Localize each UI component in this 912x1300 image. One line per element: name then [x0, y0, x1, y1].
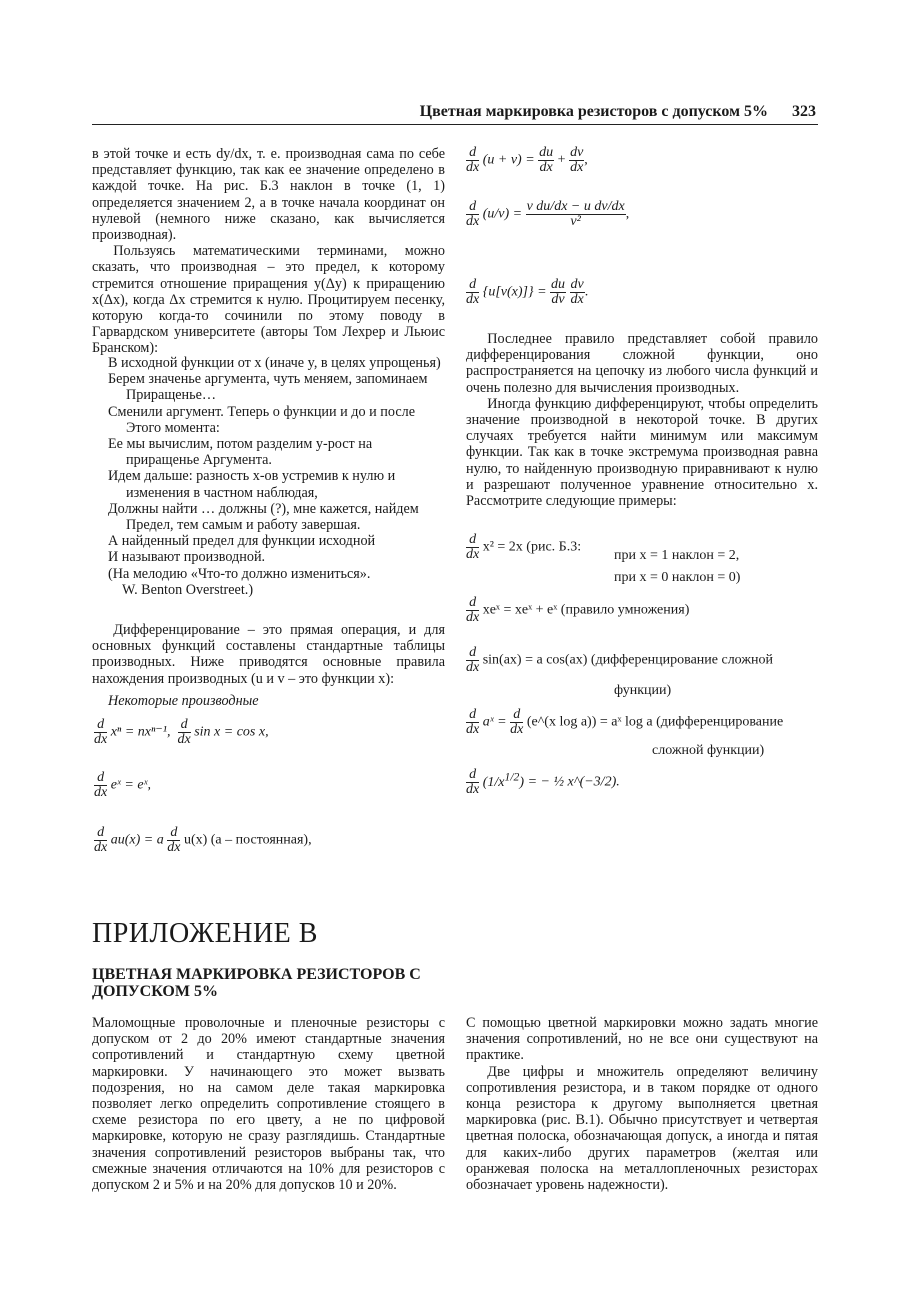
poem-line: W. Benton Overstreet.): [122, 581, 254, 598]
formula-sum: $\frac{d}{dx}$ (u + v) = $\frac{du}{dx}$ + $\frac{dv}{dx}$ ,: [466, 145, 588, 175]
formula-exp: $\frac{d}{dx}$ eˣ = eˣ,: [94, 770, 151, 800]
poem: [92, 355, 445, 598]
example-square-note2: при x = 0 наклон = 0): [614, 570, 741, 585]
appendix-subtitle: ЦВЕТНАЯ МАРКИРОВКА РЕЗИСТОРОВ С ДОПУСКОМ 5%: [92, 966, 421, 1000]
paragraph: Дифференцирование – это прямая операция, и для основных функций составлены стандартные таблицы производных. Ниже приводятся основные правила нахождения производных (u и v – это функции x):: [92, 622, 445, 687]
poem-line: Сменили аргумент. Теперь о функции и до и после Этого момента:: [108, 403, 416, 436]
poem-line: Идем дальше: разность x-ов устремив к нулю и изменения в частном наблюдая,: [108, 468, 396, 501]
running-header-title: Цветная маркировка резисторов с допуском 5%: [419, 103, 768, 120]
example-product: $\frac{d}{dx}$ xeˣ = xeˣ + eˣ (правило умножения): [466, 595, 690, 625]
formula-chain: $\frac{d}{dx}$ {u[v(x)]} = $\frac{du}{dv}$ $\frac{dv}{dx}$ .: [466, 277, 589, 307]
derivatives-table-title: Некоторые производные: [108, 693, 259, 709]
poem-line: Ее мы вычислим, потом разделим y-рост на приращенье Аргумента.: [108, 436, 373, 469]
poem-line: (На мелодию «Что-то должно измениться».: [108, 565, 371, 582]
header-rule: [92, 124, 818, 125]
example-square-note1: при x = 1 наклон = 2,: [614, 548, 740, 563]
formula-power: $\frac{d}{dx}$ xⁿ = nxⁿ⁻¹, $\frac{d}{dx}$ sin x = cos x,: [94, 717, 269, 747]
poem-line: И называют производной.: [108, 549, 266, 566]
paragraph: Иногда функцию дифференцируют, чтобы определить значение производной в некоторой точке. В других случаях требуется найти минимум или максимум функции. Так как в точке экстремума производная равна нулю, то найденную производную приравнивают к нулю и разрешают полученное уравнение относительно x. Рассмотрите следующие примеры:: [466, 395, 818, 510]
appendix-left-text: [92, 1015, 445, 1193]
left-column-text: [92, 146, 445, 357]
appendix-title: ПРИЛОЖЕНИЕ В: [92, 918, 318, 949]
example-exp: $\frac{d}{dx}$ aˣ = $\frac{d}{dx}$ (e^(x log a)) = aˣ log a (дифференцирование: [466, 707, 784, 737]
example-exp-note: сложной функции): [652, 743, 765, 758]
paragraph: Маломощные проволочные и пленочные резисторы с допуском от 2 до 20% имеют стандартные значения сопротивлений и стандартную схему цветной маркировки. У начинающего это может вызвать подозрения, но на самом деле такая маркировка позволяет легко определить сопротивление стоящего в схеме резистора по его цвету, а не по цифровой маркировке, которую не сразу разглядишь. Стандартные значения сопротивлений резисторов выбраны так, что смежные значения отличаются на 10% для резисторов с допуском 2 и 5% и на 20% для допусков 10 и 20%.: [92, 1015, 445, 1194]
appendix-right-text: [466, 1015, 818, 1193]
formula-quotient: $\frac{d}{dx}$ (u/v) = $\frac{\text{v du/dx − u dv/dx}}{\text{v²}}$ ,: [466, 199, 630, 229]
example-root: $\frac{d}{dx}$ $(1/x^{1/2})$ = − ½ x^(−3/2).: [466, 767, 620, 797]
poem-line: Берем значенье аргумента, чуть меняем, запоминаем Приращенье…: [108, 371, 428, 404]
right-column-text: [466, 331, 818, 509]
paragraph: Последнее правило представляет собой правило дифференцирования сложной функции, оно распространяется на цепочку из любого числа функций и очень полезно для вычисления производных.: [466, 331, 818, 396]
poem-line: В исходной функции от x (иначе y, в целях упрощенья): [108, 355, 441, 371]
poem-line: А найденный предел для функции исходной: [108, 533, 376, 550]
paragraph: Пользуясь математическими терминами, можно сказать, что производная – это предел, к которому стремится отношение приращения y(Δy) к приращению x(Δx), когда Δx стремится к нулю. Процитируем песенку, которую когда-то сочинили по этому поводу в Гарвардском университете (авторы Том Лехрер и Льюис Бранском):: [92, 243, 445, 357]
paragraph: С помощью цветной маркировки можно задать многие значения сопротивлений, но не все они существуют на практике.: [466, 1015, 818, 1064]
paragraph: Две цифры и множитель определяют величину сопротивления резистора, и в таком порядке от одного конца резистора к другому выполняется цветная маркировка (рис. В.1). Обычно присутствует и четвертая цветная полоска, обозначающая допуск, а иногда и пятая для каких-либо других параметров (желтая или оранжевая полоска на металлопленочных резисторах обозначает уровень надежности).: [466, 1063, 818, 1194]
example-sin: $\frac{d}{dx}$ sin(ax) = a cos(ax) (дифференцирование сложной: [466, 645, 773, 675]
example-sin-note: функции): [614, 683, 672, 698]
left-column-text-2: [92, 622, 445, 687]
poem-line: Должны найти … должны (?), мне кажется, найдем Предел, тем самым и работу завершая.: [108, 500, 419, 534]
paragraph: в этой точке и есть dy/dx, т. е. производная сама по себе представляет функцию, так как ее значение определено в каждой точке. На рис. Б.3 наклон в точке (1, 1) определяется значением 2, а в точке начала координат он нулевой (немного ниже сказано, как вычисляется производная).: [92, 146, 445, 244]
page-number: 323: [792, 103, 816, 120]
formula-const: $\frac{d}{dx}$ au(x) = a $\frac{d}{dx}$ u(x) (a – постоянная),: [94, 825, 312, 855]
example-square: $\frac{d}{dx}$ x² = 2x (рис. Б.3:: [466, 532, 582, 562]
